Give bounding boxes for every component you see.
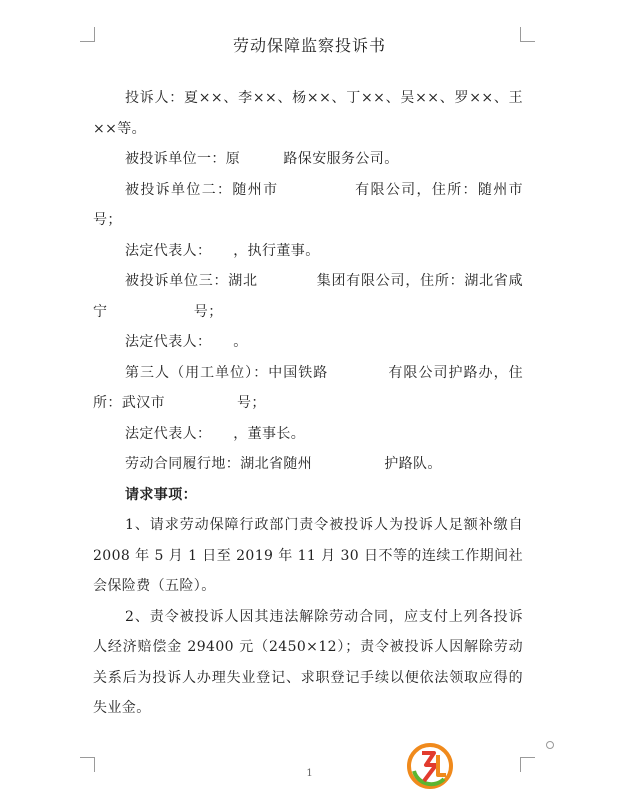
respondent-one-paragraph: 被投诉单位一：原 路保安服务公司。: [125, 151, 399, 167]
legal-representative-third-party: 法定代表人： ，董事长。: [125, 425, 306, 442]
document-title: 劳动保障监察投诉书: [232, 36, 386, 55]
document-body: [93, 83, 581, 724]
request-item-2: 2、责令被投诉人因其违法解除劳动合同，应支付上列各投诉人经济赔偿金 29400 元（2450×12）；责令被投诉人因解除劳动关系后为投诉人办理失业登记、求职登记手续以便依法领取应得的失业金。: [93, 608, 523, 716]
requests-heading: 请求事项：: [125, 486, 197, 503]
third-party-paragraph: 第三人（用工单位）：中国铁路 有限公司护路办，住所：武汉市 号；: [93, 364, 523, 411]
respondent-three-paragraph: 被投诉单位三：湖北 集团有限公司，住所：湖北省咸宁 号；: [93, 273, 523, 320]
legal-representative-two: 法定代表人： ，执行董事。: [125, 242, 320, 259]
page-number: 1: [306, 768, 313, 779]
sl-logo-icon: [404, 741, 456, 791]
respondent-two-paragraph: 被投诉单位二：随州市 有限公司，住所：随州市 号；: [93, 181, 581, 228]
request-item-1: 1、请求劳动保障行政部门责令被投诉人为投诉人足额补缴自 2008 年 5 月 1 日至 2019 年 11 月 30 日不等的连续工作期间社会保险费（五险）。: [93, 517, 523, 594]
small-circle-mark: [546, 741, 554, 749]
legal-representative-three: 法定代表人： 。: [125, 334, 248, 350]
complainants-paragraph: 投诉人：夏××、李××、杨××、丁××、吴××、罗××、王××等。: [93, 90, 523, 137]
contract-location-paragraph: 劳动合同履行地：湖北省随州 护路队。: [125, 456, 442, 472]
